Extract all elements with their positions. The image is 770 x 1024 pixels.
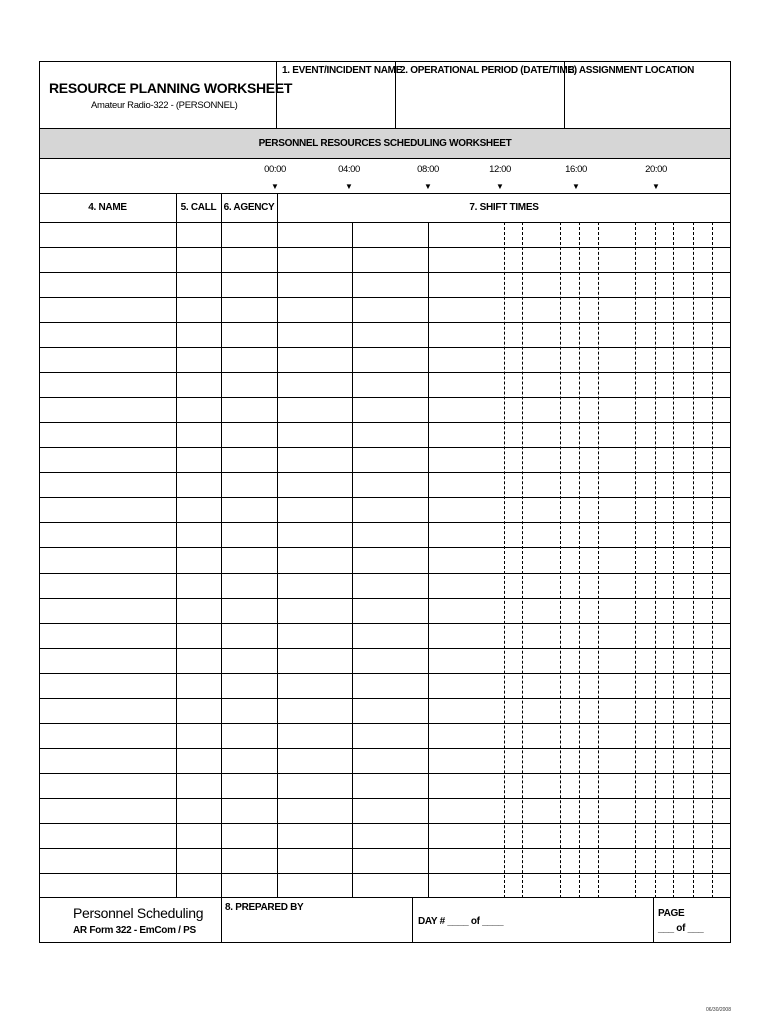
table-row[interactable]: [39, 823, 731, 848]
footer-form-title: Personnel Scheduling: [73, 905, 204, 921]
table-row[interactable]: [39, 397, 731, 422]
table-row[interactable]: [39, 598, 731, 623]
table-row[interactable]: [39, 547, 731, 572]
table-row[interactable]: [39, 848, 731, 873]
table-row[interactable]: [39, 347, 731, 372]
table-row[interactable]: [39, 272, 731, 297]
table-row[interactable]: [39, 297, 731, 322]
table-row[interactable]: [39, 723, 731, 748]
table-row[interactable]: [39, 673, 731, 698]
table-row[interactable]: [39, 748, 731, 773]
day-label[interactable]: DAY # ____ of ____: [418, 916, 504, 927]
prepared-by-label: 8. PREPARED BY: [225, 902, 304, 913]
time-marker-row: [39, 158, 731, 194]
table-row[interactable]: [39, 322, 731, 347]
worksheet-band-title: PERSONNEL RESOURCES SCHEDULING WORKSHEET: [258, 138, 512, 149]
operational-period-label: 2. OPERATIONAL PERIOD (DATE/TIME): [400, 65, 577, 76]
time-marker-label: 00:00: [264, 164, 286, 175]
prepared-by-field[interactable]: [224, 915, 409, 941]
down-arrow-icon: ▼: [496, 182, 504, 191]
revision-date: 06/30/2008: [705, 1007, 731, 1013]
table-row[interactable]: [39, 247, 731, 272]
table-row[interactable]: [39, 873, 731, 898]
name-column-header: 4. NAME: [88, 202, 127, 213]
down-arrow-icon: ▼: [271, 182, 279, 191]
table-row[interactable]: [39, 773, 731, 798]
table-row[interactable]: [39, 648, 731, 673]
table-row[interactable]: [39, 522, 731, 547]
time-marker-label: 20:00: [645, 164, 667, 175]
resource-planning-form: [39, 61, 731, 1013]
table-row[interactable]: [39, 422, 731, 447]
table-row[interactable]: [39, 623, 731, 648]
table-row[interactable]: [39, 222, 731, 247]
down-arrow-icon: ▼: [424, 182, 432, 191]
time-marker-label: 12:00: [489, 164, 511, 175]
table-row[interactable]: [39, 573, 731, 598]
page-label: PAGE: [658, 908, 685, 919]
table-row[interactable]: [39, 497, 731, 522]
form-title: RESOURCE PLANNING WORKSHEET: [49, 80, 293, 96]
footer-form-code: AR Form 322 - EmCom / PS: [73, 925, 196, 936]
down-arrow-icon: ▼: [652, 182, 660, 191]
table-row[interactable]: [39, 372, 731, 397]
time-marker-label: 04:00: [338, 164, 360, 175]
time-marker-label: 08:00: [417, 164, 439, 175]
table-row[interactable]: [39, 447, 731, 472]
assignment-location-field[interactable]: [567, 79, 727, 125]
table-row[interactable]: [39, 798, 731, 823]
down-arrow-icon: ▼: [572, 182, 580, 191]
event-incident-name-field[interactable]: [279, 79, 391, 125]
operational-period-field[interactable]: [398, 79, 560, 125]
table-row[interactable]: [39, 472, 731, 497]
time-marker-label: 16:00: [565, 164, 587, 175]
shift-times-column-header: 7. SHIFT TIMES: [469, 202, 539, 213]
event-incident-name-label: 1. EVENT/INCIDENT NAME: [282, 65, 403, 76]
table-row[interactable]: [39, 698, 731, 723]
page-of-label[interactable]: ___ of ___: [658, 923, 704, 934]
form-subtitle: Amateur Radio-322 - (PERSONNEL): [91, 100, 238, 111]
down-arrow-icon: ▼: [345, 182, 353, 191]
agency-column-header: 6. AGENCY: [223, 202, 275, 213]
call-column-header: 5. CALL: [180, 202, 217, 213]
assignment-location-label: 3. ASSIGNMENT LOCATION: [569, 65, 695, 76]
